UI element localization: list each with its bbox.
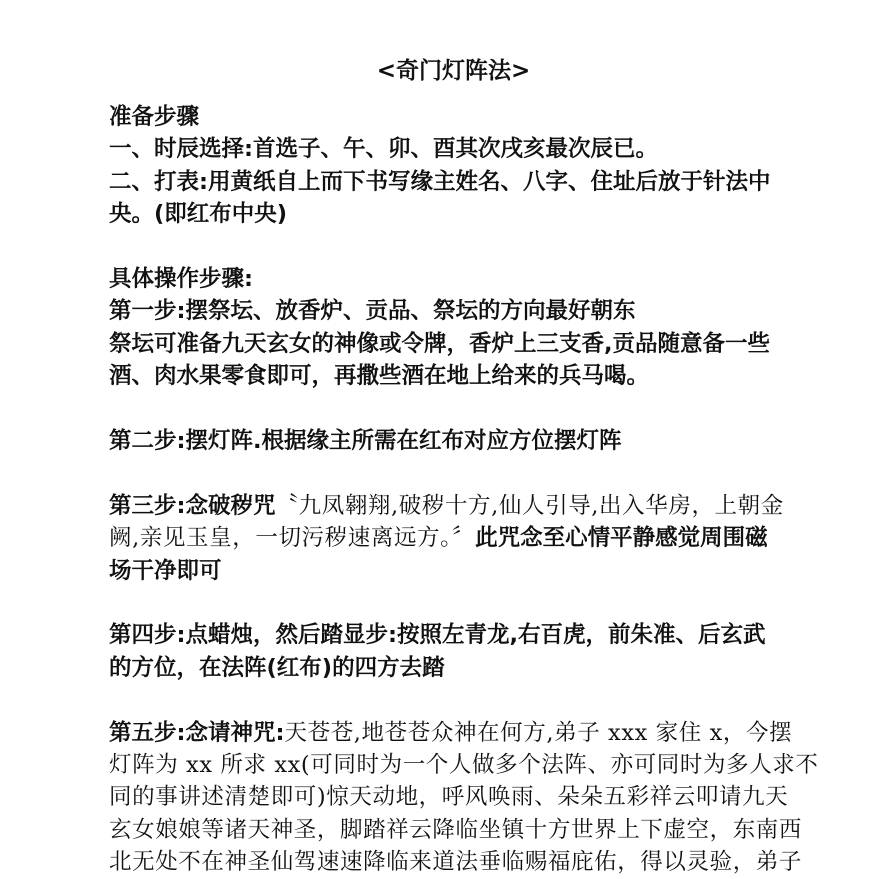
paragraph-gap	[109, 231, 809, 263]
step3-chant-part-1: 〝九凤翱翔,破秽十方,仙人引导,出入华房，上朝金	[275, 492, 784, 519]
step3-line-2	[109, 522, 809, 554]
step1-line-2: 祭坛可准备九天玄女的神像或令牌，香炉上三支香,贡品随意备一些	[109, 330, 771, 357]
step4-line-1: 第四步:点蜡烛，然后踏显步:按照左青龙,右百虎，前朱准、后玄武	[109, 622, 766, 649]
step1-line-1: 第一步:摆祭坛、放香炉、贡品、祭坛的方向最好朝东	[109, 298, 636, 325]
step5-chant-part-1: 天苍苍,地苍苍众神在何方,弟子 xxx 家住 x，今摆	[284, 719, 793, 746]
paragraph-gap	[109, 457, 809, 489]
step5-chant-line-4: 玄女娘娘等诸天神圣，脚踏祥云降临坐镇十方世界上下虚空，东南西	[109, 816, 803, 843]
step3-note: 此咒念至心情平静感觉周围磁	[475, 525, 768, 552]
step5-chant-line-2: 灯阵为 xx 所求 xx(可同时为一个人做多个法阵、亦可同时为多人求不	[109, 752, 819, 779]
prep-heading: 准备步骤	[109, 104, 200, 130]
step3-chant-part-2: 阙,亲见玉皇，一切污秽速离远方。〞	[109, 525, 476, 552]
step5-chant-line-3: 同的事讲述清楚即可)惊天动地，呼风唤雨、朵朵五彩祥云叩请九天	[109, 784, 789, 811]
step2-line: 第二步:摆灯阵.根据缘主所需在红布对应方位摆灯阵	[109, 428, 622, 455]
prep-line-3: 央。(即红布中央)	[109, 201, 288, 228]
step5-line-1	[109, 717, 809, 749]
paragraph-gap	[109, 393, 809, 425]
ops-heading: 具体操作步骤:	[109, 266, 253, 293]
step5-label: 第五步:念请神咒:	[109, 719, 285, 746]
paragraph-gap	[109, 587, 809, 619]
step1-line-3: 酒、肉水果零食即可，再撒些酒在地上给来的兵马喝。	[109, 363, 650, 390]
document-body	[109, 101, 819, 879]
step3-line-1	[109, 490, 809, 522]
document-title: <奇门灯阵法>	[376, 58, 531, 84]
prep-line-2: 二、打表:用黄纸自上而下书写缘主姓名、八字、住址后放于针法中	[109, 168, 771, 195]
step3-label: 第三步:念破秽咒	[109, 492, 276, 519]
step3-line-3: 场干净即可	[109, 557, 222, 584]
step5-chant-line-5: 北无处不在神圣仙驾速速降临来道法垂临赐福庇佑，得以灵验，弟子	[109, 849, 803, 876]
prep-line-1: 一、时辰选择:首选子、午、卯、酉其次戌亥最次辰已。	[109, 136, 658, 163]
step4-line-2: 的方位，在法阵(红布)的四方去踏	[109, 654, 445, 681]
paragraph-gap	[109, 684, 809, 716]
